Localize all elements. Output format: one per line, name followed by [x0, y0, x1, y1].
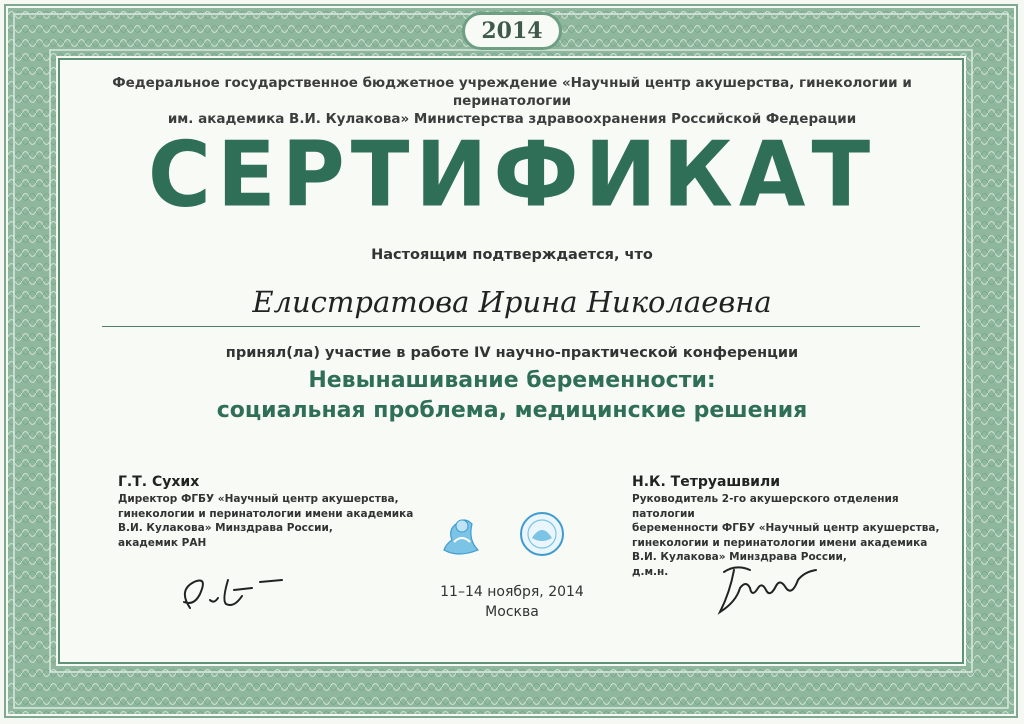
left-desc-line: академик РАН: [118, 536, 207, 549]
logos: [438, 510, 578, 560]
right-desc-line: В.И. Кулакова» Минздрава России,: [632, 551, 847, 563]
right-desc-line: гинекологии и перинатологии имени академика: [632, 536, 928, 549]
mother-child-logo-icon: [444, 520, 478, 554]
participation-text: принял(ла) участие в работе IV научно-практической конференции: [225, 345, 799, 361]
society-seal-logo-icon: [521, 513, 563, 555]
year-badge: 2014: [462, 12, 562, 50]
conference-title-line-2: социальная проблема, медицинские решения: [216, 398, 808, 423]
left-signature: [170, 560, 300, 620]
recipient-name: Елистратова Ирина Николаевна: [252, 285, 772, 319]
event-city: Москва: [485, 604, 539, 620]
left-desc-line: Директор ФГБУ «Научный центр акушерства,: [118, 493, 399, 505]
certificate-title: СЕРТИФИКАТ: [147, 122, 877, 228]
right-desc-line: д.м.н.: [632, 565, 669, 578]
left-signatory-description: [118, 492, 418, 550]
organization-line-1: Федеральное государственное бюджетное учреждение «Научный центр акушерства, гинекологии и перинатологии: [112, 75, 912, 109]
right-signatory-name: Н.К. Тетруашвили: [632, 474, 781, 490]
conference-title: [150, 366, 874, 426]
right-desc-line: Руководитель 2-го акушерского отделения патологии: [632, 493, 899, 520]
left-desc-line: гинекологии и перинатологии имени академика: [118, 507, 414, 520]
name-underline: [102, 326, 920, 327]
conference-title-line-1: Невынашивание беременности:: [308, 368, 716, 393]
left-desc-line: В.И. Кулакова» Минздрава России,: [118, 522, 333, 534]
right-desc-line: беременности ФГБУ «Научный центр акушерства,: [632, 522, 940, 534]
event-date-place: [380, 582, 644, 622]
event-date: 11–14 ноября, 2014: [440, 584, 584, 600]
right-signature: [706, 558, 836, 624]
confirm-text: Настоящим подтверждается, что: [371, 247, 653, 263]
left-signatory-name: Г.Т. Сухих: [118, 474, 200, 490]
organization-line-2: им. академика В.И. Кулакова» Министерства здравоохранения Российской Федерации: [167, 111, 857, 127]
